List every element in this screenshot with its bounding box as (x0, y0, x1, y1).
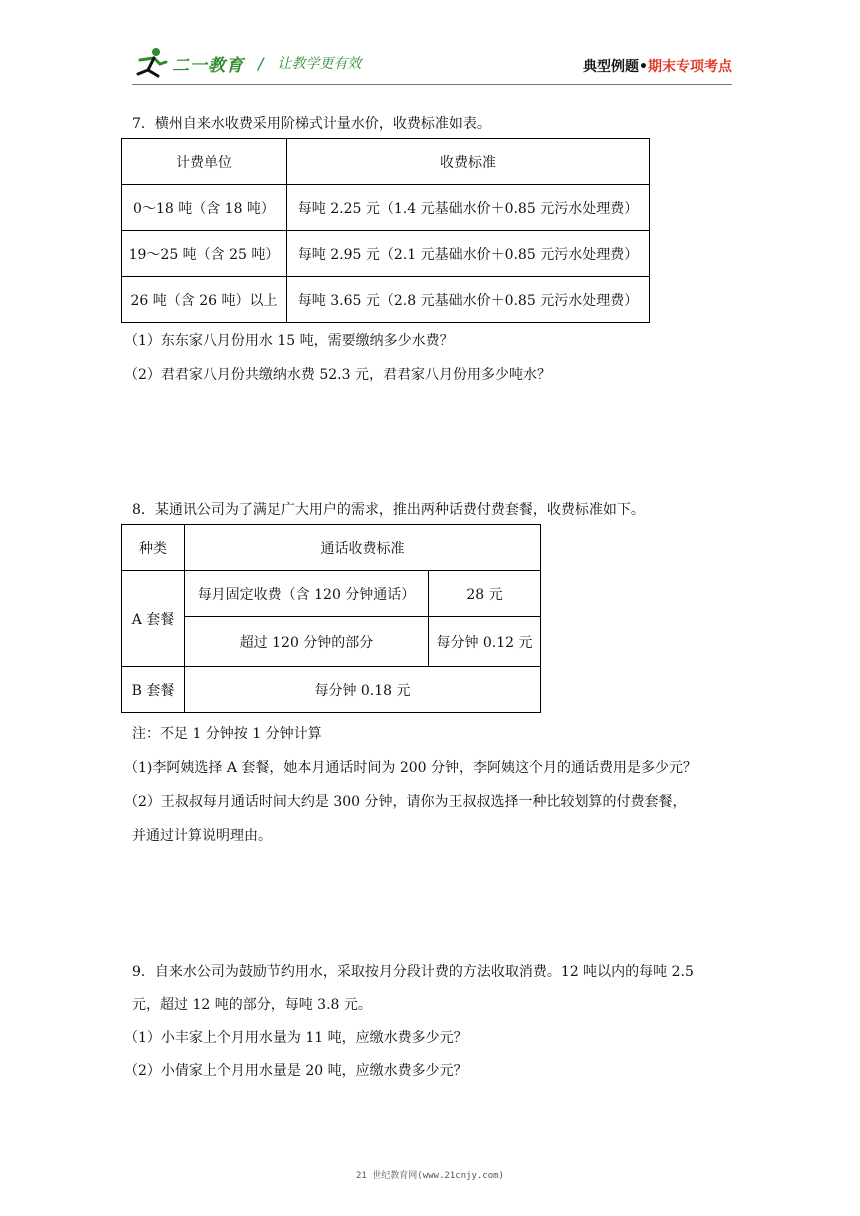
table-cell: 19～25 吨（含 25 吨） (122, 231, 287, 277)
header-category-prefix: 典型例题• (583, 59, 648, 75)
table-cell: 每分钟 0.12 元 (429, 617, 541, 667)
table-cell: 每吨 3.65 元（2.8 元基础水价＋0.85 元污水处理费） (287, 277, 650, 323)
q9-subquestion-1: （1）小丰家上个月用水量为 11 吨，应缴水费多少元？ (124, 1030, 468, 1046)
table-row (122, 617, 541, 667)
table-header: 计费单位 (122, 139, 287, 185)
q8-plan-table (121, 524, 541, 713)
page-footer: 21 世纪教育网(www.21cnjy.com) (356, 1171, 504, 1181)
table-cell: 每分钟 0.18 元 (185, 667, 541, 713)
page-header (132, 46, 732, 84)
table-row (122, 231, 650, 277)
table-header: 收费标准 (287, 139, 650, 185)
table-row (122, 185, 650, 231)
header-category-highlight: 期末专项考点 (648, 59, 732, 75)
table-row (122, 277, 650, 323)
table-cell: 0～18 吨（含 18 吨） (122, 185, 287, 231)
plan-a-label: A 套餐 (122, 571, 185, 667)
plan-b-label: B 套餐 (122, 667, 185, 713)
q8-subquestion-2-cont: 并通过计算说明理由。 (132, 828, 272, 844)
q8-title: 8．某通讯公司为了满足广大用户的需求，推出两种话费付费套餐，收费标准如下。 (132, 502, 645, 518)
q9-subquestion-2: （2）小倩家上个月用水量是 20 吨，应缴水费多少元？ (124, 1063, 468, 1079)
q8-note: 注：不足 1 分钟按 1 分钟计算 (132, 726, 322, 742)
table-row (122, 667, 541, 713)
header-rule (132, 84, 732, 85)
table-cell: 超过 120 分钟的部分 (185, 617, 429, 667)
table-row (122, 571, 541, 617)
runner-logo-icon (132, 46, 170, 80)
table-cell: 28 元 (429, 571, 541, 617)
q7-subquestion-2: （2）君君家八月份共缴纳水费 52.3 元，君君家八月份用多少吨水？ (124, 367, 551, 383)
table-cell: 每吨 2.25 元（1.4 元基础水价＋0.85 元污水处理费） (287, 185, 650, 231)
table-cell: 每月固定收费（含 120 分钟通话） (185, 571, 429, 617)
q7-price-table (121, 138, 650, 323)
table-header: 通话收费标准 (185, 525, 541, 571)
header-divider: / (258, 53, 264, 73)
table-cell: 每吨 2.95 元（2.1 元基础水价＋0.85 元污水处理费） (287, 231, 650, 277)
table-cell: 26 吨（含 26 吨）以上 (122, 277, 287, 323)
q8-subquestion-1: （1)李阿姨选择 A 套餐，她本月通话时间为 200 分钟，李阿姨这个月的通话费用是多少元？ (124, 760, 697, 776)
header-category (583, 56, 732, 76)
q9-title-cont: 元，超过 12 吨的部分，每吨 3.8 元。 (132, 997, 372, 1013)
q8-subquestion-2: （2）王叔叔每月通话时间大约是 300 分钟，请你为王叔叔选择一种比较划算的付费套餐， (124, 794, 687, 810)
logo (132, 46, 361, 80)
header-slogan: 让教学更有效 (277, 56, 362, 72)
table-header: 种类 (122, 525, 185, 571)
logo-text: 二一教育 (172, 55, 244, 76)
q7-title: 7．横州自来水收费采用阶梯式计量水价，收费标准如表。 (132, 116, 491, 132)
q7-subquestion-1: （1）东东家八月份用水 15 吨，需要缴纳多少水费？ (124, 333, 454, 349)
q9-title: 9．自来水公司为鼓励节约用水，采取按月分段计费的方法收取消费。12 吨以内的每吨 2.5 (132, 964, 694, 980)
